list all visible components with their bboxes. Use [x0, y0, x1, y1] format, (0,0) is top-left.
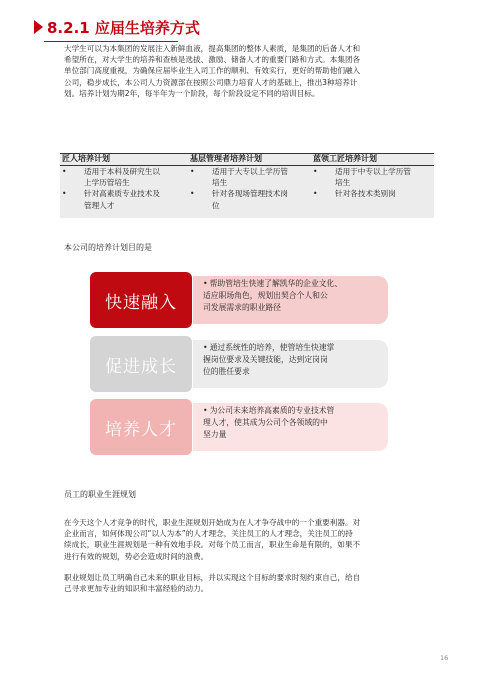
goal-description: • 帮助管培生快速了解凯华的企业文化、 适应职场角色，规划出契合个人和公 司发展需求的职业路径: [193, 276, 388, 324]
plan-column: [311, 153, 434, 200]
goal-description: • 通过系统性的培养，使管培生快速掌 握岗位要求及关键技能，达到定岗岗 位的胜任要求: [193, 340, 388, 388]
bullet-icon: •: [62, 167, 67, 176]
training-plan-table: [60, 153, 434, 218]
intro-line: 单位部门高度重视，为确保应届毕业生入司工作的顺利、有效实行，更好的帮助他们融入: [64, 66, 361, 76]
section-header: [34, 14, 200, 40]
plan-name: 匠人培养计划: [62, 154, 110, 163]
bullet-icon: •: [62, 189, 67, 199]
career-line: 企业而言，如何体现公司“以人为本”的人才理念，关注员工的人才理念，关注员工的持: [64, 529, 353, 539]
plan-item: • 针对高素质专业技术及 管理人才: [62, 189, 160, 210]
goal-title-card: 培养人才: [90, 399, 192, 455]
career-paragraph-1: [64, 517, 434, 562]
plan-column: [60, 153, 188, 211]
plan-name: 基层管理者培养计划: [190, 154, 262, 163]
bullet-icon: •: [203, 343, 208, 352]
goals-heading: 本公司的培养计划目的是: [64, 243, 152, 252]
plan-item: • 适用于本科及研究生以 上学历管培生: [62, 167, 160, 188]
bullet-icon: •: [190, 189, 195, 199]
plan-item: • 适用于大专以上学历管 培生: [190, 167, 288, 188]
career-line: 续成长，职业生涯规划是一种有效地手段。对每个员工而言，职业生命是有限的，如果不: [64, 540, 361, 550]
bullet-icon: •: [313, 189, 318, 199]
plan-item: • 针对各现场管理技术岗 位: [190, 189, 288, 210]
plan-name: 蓝领工匠培养计划: [313, 154, 377, 163]
goal-title-card: 促进成长: [90, 336, 192, 392]
intro-paragraph: [64, 43, 434, 99]
triangle-marker-icon: [34, 20, 43, 34]
intro-line: 划。培养计划为期2年，每半年为一个阶段，每个阶段设定不同的培训目标。: [64, 88, 320, 98]
career-line: 己寻求更加专业的知识和丰富经验的动力。: [64, 584, 209, 594]
bullet-icon: •: [190, 167, 195, 176]
plan-item: • 针对各技术类别岗: [313, 189, 396, 199]
section-title: 8.2.1 应届生培养方式: [47, 18, 200, 37]
bullet-icon: •: [203, 279, 208, 288]
bullet-icon: •: [203, 406, 208, 415]
goal-block-integrate: [90, 272, 390, 328]
goal-description: • 为公司未来培养高素质的专业技术管 理人才，使其成为公司个各领域的中 坚力量: [193, 403, 388, 451]
goal-block-growth: [90, 336, 390, 392]
career-line: 在今天这个人才竞争的时代，职业生涯规划开始成为在人才争夺战中的一个重要利器。对: [64, 518, 361, 527]
goal-block-talent: [90, 399, 390, 455]
career-line: 进行有效的规划，势必会造成时间的浪费。: [64, 551, 209, 561]
bullet-icon: •: [313, 167, 318, 176]
intro-line: 公司，稳步成长，本公司人力资源部在按照公司鼎力培育人才的基础上，推出3种培养计: [64, 77, 358, 87]
header-underline: [44, 41, 178, 42]
career-heading: 员工的职业生涯规划: [64, 490, 136, 499]
plan-item: • 适用于中专以上学历管 培生: [313, 167, 411, 188]
plan-column: [188, 153, 311, 211]
goal-title-card: 快速融入: [90, 272, 192, 328]
career-line: 职业规划让员工明确自己未来的职业目标，并以实现这个目标的要求时刻约束自己，给自: [64, 573, 361, 582]
career-paragraph-2: [64, 572, 434, 594]
intro-line: 希望所在，对大学生的培养和查核是选拔、激励、储备人才的重要门路和方式。本集团各: [64, 55, 361, 65]
page-number: 16: [440, 654, 449, 662]
intro-line: 大学生可以为本集团的发展注入新鲜血液，提高集团的整体人素质，是集团的后备人才和: [64, 44, 361, 53]
